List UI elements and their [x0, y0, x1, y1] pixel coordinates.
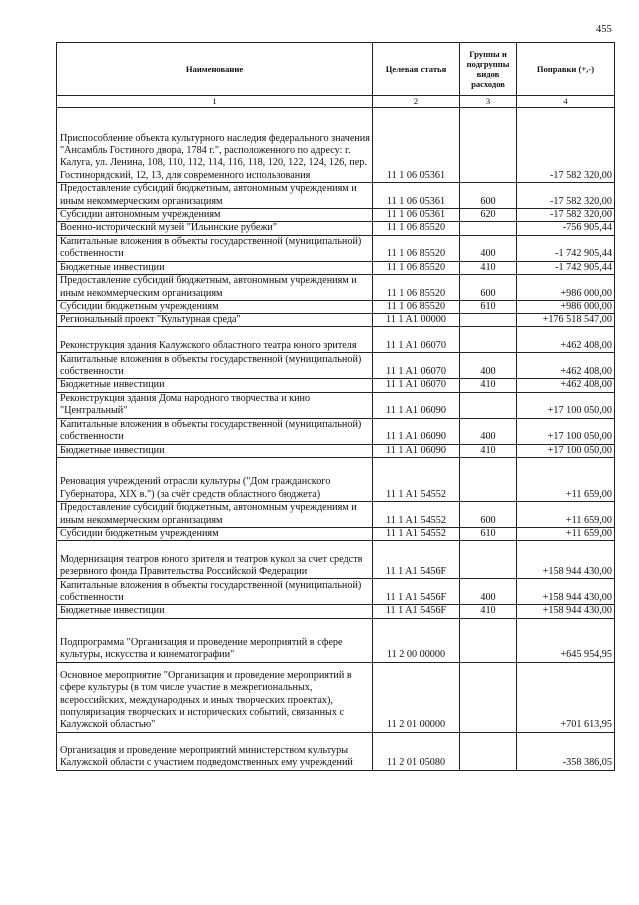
row-target-code: 11 1 06 85520: [373, 274, 460, 300]
row-amount: +11 659,00: [517, 528, 615, 541]
column-number: 3: [460, 96, 517, 108]
header-name: Наименование: [57, 43, 373, 96]
row-target-code: 11 2 01 00000: [373, 662, 460, 732]
table-row: [57, 528, 615, 541]
row-target-code: 11 1 A1 5456F: [373, 541, 460, 579]
row-name: Военно-исторический музей "Ильинские рубежи": [57, 222, 373, 235]
row-amount: -1 742 905,44: [517, 261, 615, 274]
table-row: [57, 261, 615, 274]
row-name: Подпрограмма "Организация и проведение мероприятий в сфере культуры, искусства и кинематографии": [57, 618, 373, 662]
row-target-code: 11 1 06 85520: [373, 261, 460, 274]
row-name: Модернизация театров юного зрителя и театров кукол за счет средств резервного фонда Правительства Российской Федерации: [57, 541, 373, 579]
row-name: Предоставление субсидий бюджетным, автономным учреждениям и иным некоммерческим организациям: [57, 183, 373, 209]
row-amount: -17 582 320,00: [517, 183, 615, 209]
row-name: Капитальные вложения в объекты государственной (муниципальной) собственности: [57, 418, 373, 444]
row-amount: +462 408,00: [517, 379, 615, 392]
row-target-code: 11 1 A1 06070: [373, 327, 460, 353]
row-expense-group: 620: [460, 209, 517, 222]
row-amount: +17 100 050,00: [517, 444, 615, 457]
table-row: [57, 108, 615, 183]
table-row: [57, 605, 615, 618]
header-code: Целевая статья: [373, 43, 460, 96]
row-target-code: 11 1 06 85520: [373, 235, 460, 261]
row-expense-group: 410: [460, 261, 517, 274]
column-number: 1: [57, 96, 373, 108]
row-expense-group: [460, 108, 517, 183]
row-amount: -1 742 905,44: [517, 235, 615, 261]
row-target-code: 11 1 A1 06070: [373, 379, 460, 392]
table-row: [57, 327, 615, 353]
row-amount: +11 659,00: [517, 502, 615, 528]
row-amount: +17 100 050,00: [517, 392, 615, 418]
row-amount: +17 100 050,00: [517, 418, 615, 444]
row-expense-group: 610: [460, 528, 517, 541]
table-body: [57, 108, 615, 771]
table-row: [57, 618, 615, 662]
row-name: Бюджетные инвестиции: [57, 605, 373, 618]
row-amount: +158 944 430,00: [517, 605, 615, 618]
table-row: [57, 458, 615, 502]
row-name: Приспособление объекта культурного наследия федерального значения "Ансамбль Гостиного двора, 1784 г.", расположенного по адресу: г. Калуга, ул. Ленина, 108, 110, 112, 114, 116, 118, 120, 122, 124, 126, пер. Гостинорядский, 12, 13, для современного использования: [57, 108, 373, 183]
row-name: Предоставление субсидий бюджетным, автономным учреждениям и иным некоммерческим организациям: [57, 274, 373, 300]
table-row: [57, 300, 615, 313]
row-target-code: 11 1 A1 5456F: [373, 579, 460, 605]
table-header-row: [57, 43, 615, 96]
row-amount: +986 000,00: [517, 274, 615, 300]
budget-amendments-table: [56, 42, 615, 771]
row-amount: +645 954,95: [517, 618, 615, 662]
row-expense-group: [460, 392, 517, 418]
row-expense-group: 410: [460, 379, 517, 392]
row-target-code: 11 1 06 05361: [373, 183, 460, 209]
column-number-row: [57, 96, 615, 108]
row-target-code: 11 1 06 05361: [373, 108, 460, 183]
row-name: Бюджетные инвестиции: [57, 261, 373, 274]
row-target-code: 11 1 A1 54552: [373, 502, 460, 528]
row-name: Бюджетные инвестиции: [57, 379, 373, 392]
row-target-code: 11 1 A1 06090: [373, 444, 460, 457]
row-expense-group: 400: [460, 418, 517, 444]
row-expense-group: 400: [460, 353, 517, 379]
row-amount: +462 408,00: [517, 353, 615, 379]
row-target-code: 11 1 A1 00000: [373, 314, 460, 327]
table-row: [57, 444, 615, 457]
row-target-code: 11 1 A1 06090: [373, 392, 460, 418]
row-name: Реконструкция здания Калужского областного театра юного зрителя: [57, 327, 373, 353]
page-number: 455: [596, 24, 612, 35]
row-target-code: 11 1 06 85520: [373, 300, 460, 313]
table-row: [57, 235, 615, 261]
row-target-code: 11 1 A1 54552: [373, 528, 460, 541]
table-row: [57, 222, 615, 235]
row-amount: -17 582 320,00: [517, 209, 615, 222]
table-row: [57, 209, 615, 222]
row-name: Организация и проведение мероприятий министерством культуры Калужской области с участием подведомственных ему учреждений: [57, 732, 373, 770]
row-target-code: 11 1 A1 06070: [373, 353, 460, 379]
row-amount: +462 408,00: [517, 327, 615, 353]
row-expense-group: 400: [460, 579, 517, 605]
row-expense-group: [460, 458, 517, 502]
table-row: [57, 274, 615, 300]
column-number: 4: [517, 96, 615, 108]
row-expense-group: [460, 618, 517, 662]
row-name: Основное мероприятие "Организация и проведение мероприятий в сфере культуры (в том числе участие в межрегиональных, всероссийских, международных и иных творческих проектах), популяризация творческих и исторических событий, связанных с Калужской областью": [57, 662, 373, 732]
row-name: Предоставление субсидий бюджетным, автономным учреждениям и иным некоммерческим организациям: [57, 502, 373, 528]
row-expense-group: 410: [460, 444, 517, 457]
table-row: [57, 732, 615, 770]
row-amount: +11 659,00: [517, 458, 615, 502]
table-row: [57, 418, 615, 444]
table-row: [57, 314, 615, 327]
row-expense-group: 600: [460, 274, 517, 300]
header-amount: Поправки (+,-): [517, 43, 615, 96]
row-name: Субсидии бюджетным учреждениям: [57, 528, 373, 541]
row-name: Реновация учреждений отрасли культуры ("Дом гражданского Губернатора, XIX в.") (за счёт средств областного бюджета): [57, 458, 373, 502]
row-target-code: 11 2 00 00000: [373, 618, 460, 662]
row-expense-group: 600: [460, 502, 517, 528]
row-amount: +176 518 547,00: [517, 314, 615, 327]
row-expense-group: [460, 662, 517, 732]
row-target-code: 11 2 01 05080: [373, 732, 460, 770]
row-amount: -358 386,05: [517, 732, 615, 770]
table-row: [57, 662, 615, 732]
row-name: Субсидии бюджетным учреждениям: [57, 300, 373, 313]
row-amount: +701 613,95: [517, 662, 615, 732]
table-row: [57, 502, 615, 528]
row-amount: -756 905,44: [517, 222, 615, 235]
table-row: [57, 353, 615, 379]
row-expense-group: [460, 732, 517, 770]
table-row: [57, 392, 615, 418]
row-name: Капитальные вложения в объекты государственной (муниципальной) собственности: [57, 235, 373, 261]
row-expense-group: 400: [460, 235, 517, 261]
row-name: Бюджетные инвестиции: [57, 444, 373, 457]
row-name: Субсидии автономным учреждениям: [57, 209, 373, 222]
header-group: Группы и подгруппы видов расходов: [460, 43, 517, 96]
row-target-code: 11 1 06 05361: [373, 209, 460, 222]
row-amount: +158 944 430,00: [517, 541, 615, 579]
row-name: Реконструкция здания Дома народного творчества и кино "Центральный": [57, 392, 373, 418]
table-row: [57, 579, 615, 605]
row-expense-group: [460, 327, 517, 353]
column-number: 2: [373, 96, 460, 108]
row-expense-group: 610: [460, 300, 517, 313]
row-target-code: 11 1 A1 54552: [373, 458, 460, 502]
row-amount: +158 944 430,00: [517, 579, 615, 605]
table-row: [57, 183, 615, 209]
table-row: [57, 541, 615, 579]
row-expense-group: [460, 222, 517, 235]
row-expense-group: 410: [460, 605, 517, 618]
row-target-code: 11 1 A1 06090: [373, 418, 460, 444]
row-expense-group: [460, 541, 517, 579]
row-name: Капитальные вложения в объекты государственной (муниципальной) собственности: [57, 579, 373, 605]
row-target-code: 11 1 A1 5456F: [373, 605, 460, 618]
row-amount: -17 582 320,00: [517, 108, 615, 183]
row-expense-group: [460, 314, 517, 327]
table-row: [57, 379, 615, 392]
row-name: Региональный проект "Культурная среда": [57, 314, 373, 327]
row-target-code: 11 1 06 85520: [373, 222, 460, 235]
row-amount: +986 000,00: [517, 300, 615, 313]
row-name: Капитальные вложения в объекты государственной (муниципальной) собственности: [57, 353, 373, 379]
row-expense-group: 600: [460, 183, 517, 209]
